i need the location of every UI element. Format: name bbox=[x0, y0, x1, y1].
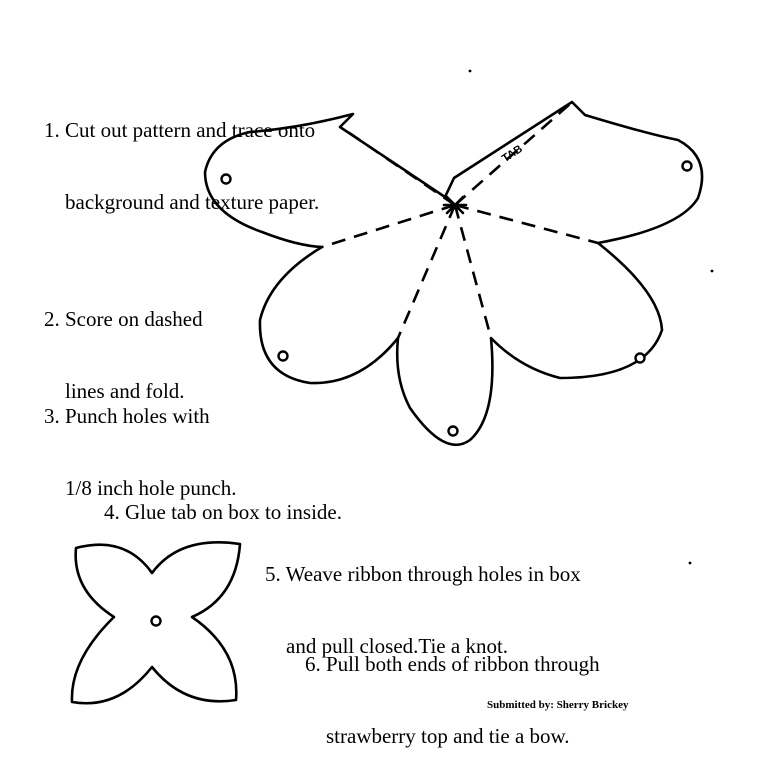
step-3-line-1: 3. Punch holes with bbox=[44, 404, 210, 428]
step-2-line-2: lines and fold. bbox=[44, 379, 185, 403]
step-1 bbox=[44, 70, 319, 262]
step-5-line-1: 5. Weave ribbon through holes in box bbox=[265, 562, 581, 586]
step-6 bbox=[305, 604, 600, 768]
speck bbox=[711, 270, 714, 273]
score-line bbox=[455, 205, 491, 338]
step-6-line-1: 6. Pull both ends of ribbon through bbox=[305, 652, 600, 676]
punch-hole bbox=[636, 354, 645, 363]
step-1-line-1: 1. Cut out pattern and trace onto bbox=[44, 118, 316, 142]
tab-label: TAB bbox=[499, 143, 525, 165]
step-1-line-2: background and texture paper. bbox=[44, 190, 320, 214]
punch-hole bbox=[152, 617, 161, 626]
score-line bbox=[455, 205, 598, 243]
speck bbox=[469, 70, 472, 73]
step-2-line-1: 2. Score on dashed bbox=[44, 307, 203, 331]
step-3-line-2: 1/8 inch hole punch. bbox=[44, 476, 237, 500]
score-line bbox=[322, 205, 455, 247]
score-line bbox=[398, 205, 455, 338]
step-4-line-1: 4. Glue tab on box to inside. bbox=[104, 500, 342, 524]
punch-hole bbox=[683, 162, 692, 171]
credit-line: Submitted by: Sherry Brickey bbox=[487, 699, 629, 711]
step-5-line-2: and pull closed.Tie a knot. bbox=[265, 634, 509, 658]
step-6-line-2: strawberry top and tie a bow. bbox=[305, 724, 570, 748]
punch-hole bbox=[449, 427, 458, 436]
punch-hole bbox=[279, 352, 288, 361]
speck bbox=[689, 562, 692, 565]
